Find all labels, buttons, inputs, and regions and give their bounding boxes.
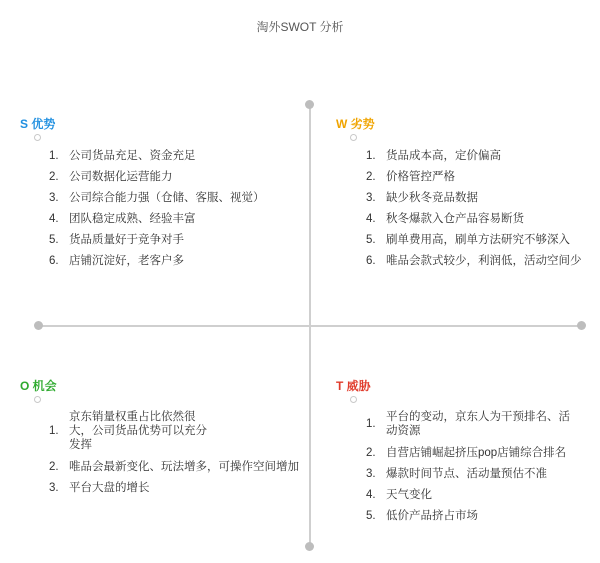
opportunities-list <box>49 410 299 502</box>
list-item: 5. 低价产品挤占市场 <box>366 510 478 522</box>
threats-list <box>366 410 586 530</box>
list-item: 5. 刷单费用高，刷单方法研究不够深入 <box>366 234 570 246</box>
list-item: 2. 唯品会最新变化、玩法增多，可操作空间增加 <box>49 461 299 473</box>
opportunities-heading: O 机会 <box>20 379 57 393</box>
opportunities-anchor-icon <box>34 396 41 403</box>
list-item: 2. 自营店铺崛起挤压pop店铺综合排名 <box>366 447 567 459</box>
strengths-heading: S 优势 <box>20 117 56 131</box>
list-item: 1. 平台的变动，京东人为干预排名、活动资源 <box>366 411 570 437</box>
list-item: 1. 公司货品充足、资金充足 <box>49 150 196 162</box>
vertical-axis <box>309 103 311 547</box>
strengths-list <box>49 149 299 275</box>
list-item: 2. 公司数据化运营能力 <box>49 171 173 183</box>
threats-anchor-icon <box>350 396 357 403</box>
list-item: 3. 爆款时间节点、活动量预估不准 <box>366 468 547 480</box>
list-item: 4. 天气变化 <box>366 489 432 501</box>
strengths-anchor-icon <box>34 134 41 141</box>
weaknesses-heading: W 劣势 <box>336 117 375 131</box>
list-item: 4. 秋冬爆款入仓产品容易断货 <box>366 213 524 225</box>
weaknesses-anchor-icon <box>350 134 357 141</box>
list-item: 3. 缺少秋冬竞品数据 <box>366 192 478 204</box>
list-item: 3. 公司综合能力强（仓储、客服、视觉） <box>49 192 265 204</box>
list-item: 1. 京东销量权重占比依然很大，公司货品优势可以充分发挥 <box>49 411 207 451</box>
diagram-title: 淘外SWOT 分析 <box>256 20 344 34</box>
axis-left-endpoint <box>34 321 43 330</box>
list-item: 5. 货品质量好于竞争对手 <box>49 234 184 246</box>
threats-heading: T 威胁 <box>336 379 371 393</box>
weaknesses-list <box>366 149 598 275</box>
list-item: 6. 唯品会款式较少，利润低，活动空间少 <box>366 255 582 267</box>
list-item: 1. 货品成本高，定价偏高 <box>366 150 501 162</box>
axis-bottom-endpoint <box>305 542 314 551</box>
list-item: 6. 店铺沉淀好，老客户多 <box>49 255 184 267</box>
axis-right-endpoint <box>577 321 586 330</box>
axis-top-endpoint <box>305 100 314 109</box>
list-item: 2. 价格管控严格 <box>366 171 455 183</box>
list-item: 3. 平台大盘的增长 <box>49 482 150 494</box>
list-item: 4. 团队稳定成熟、经验丰富 <box>49 213 196 225</box>
